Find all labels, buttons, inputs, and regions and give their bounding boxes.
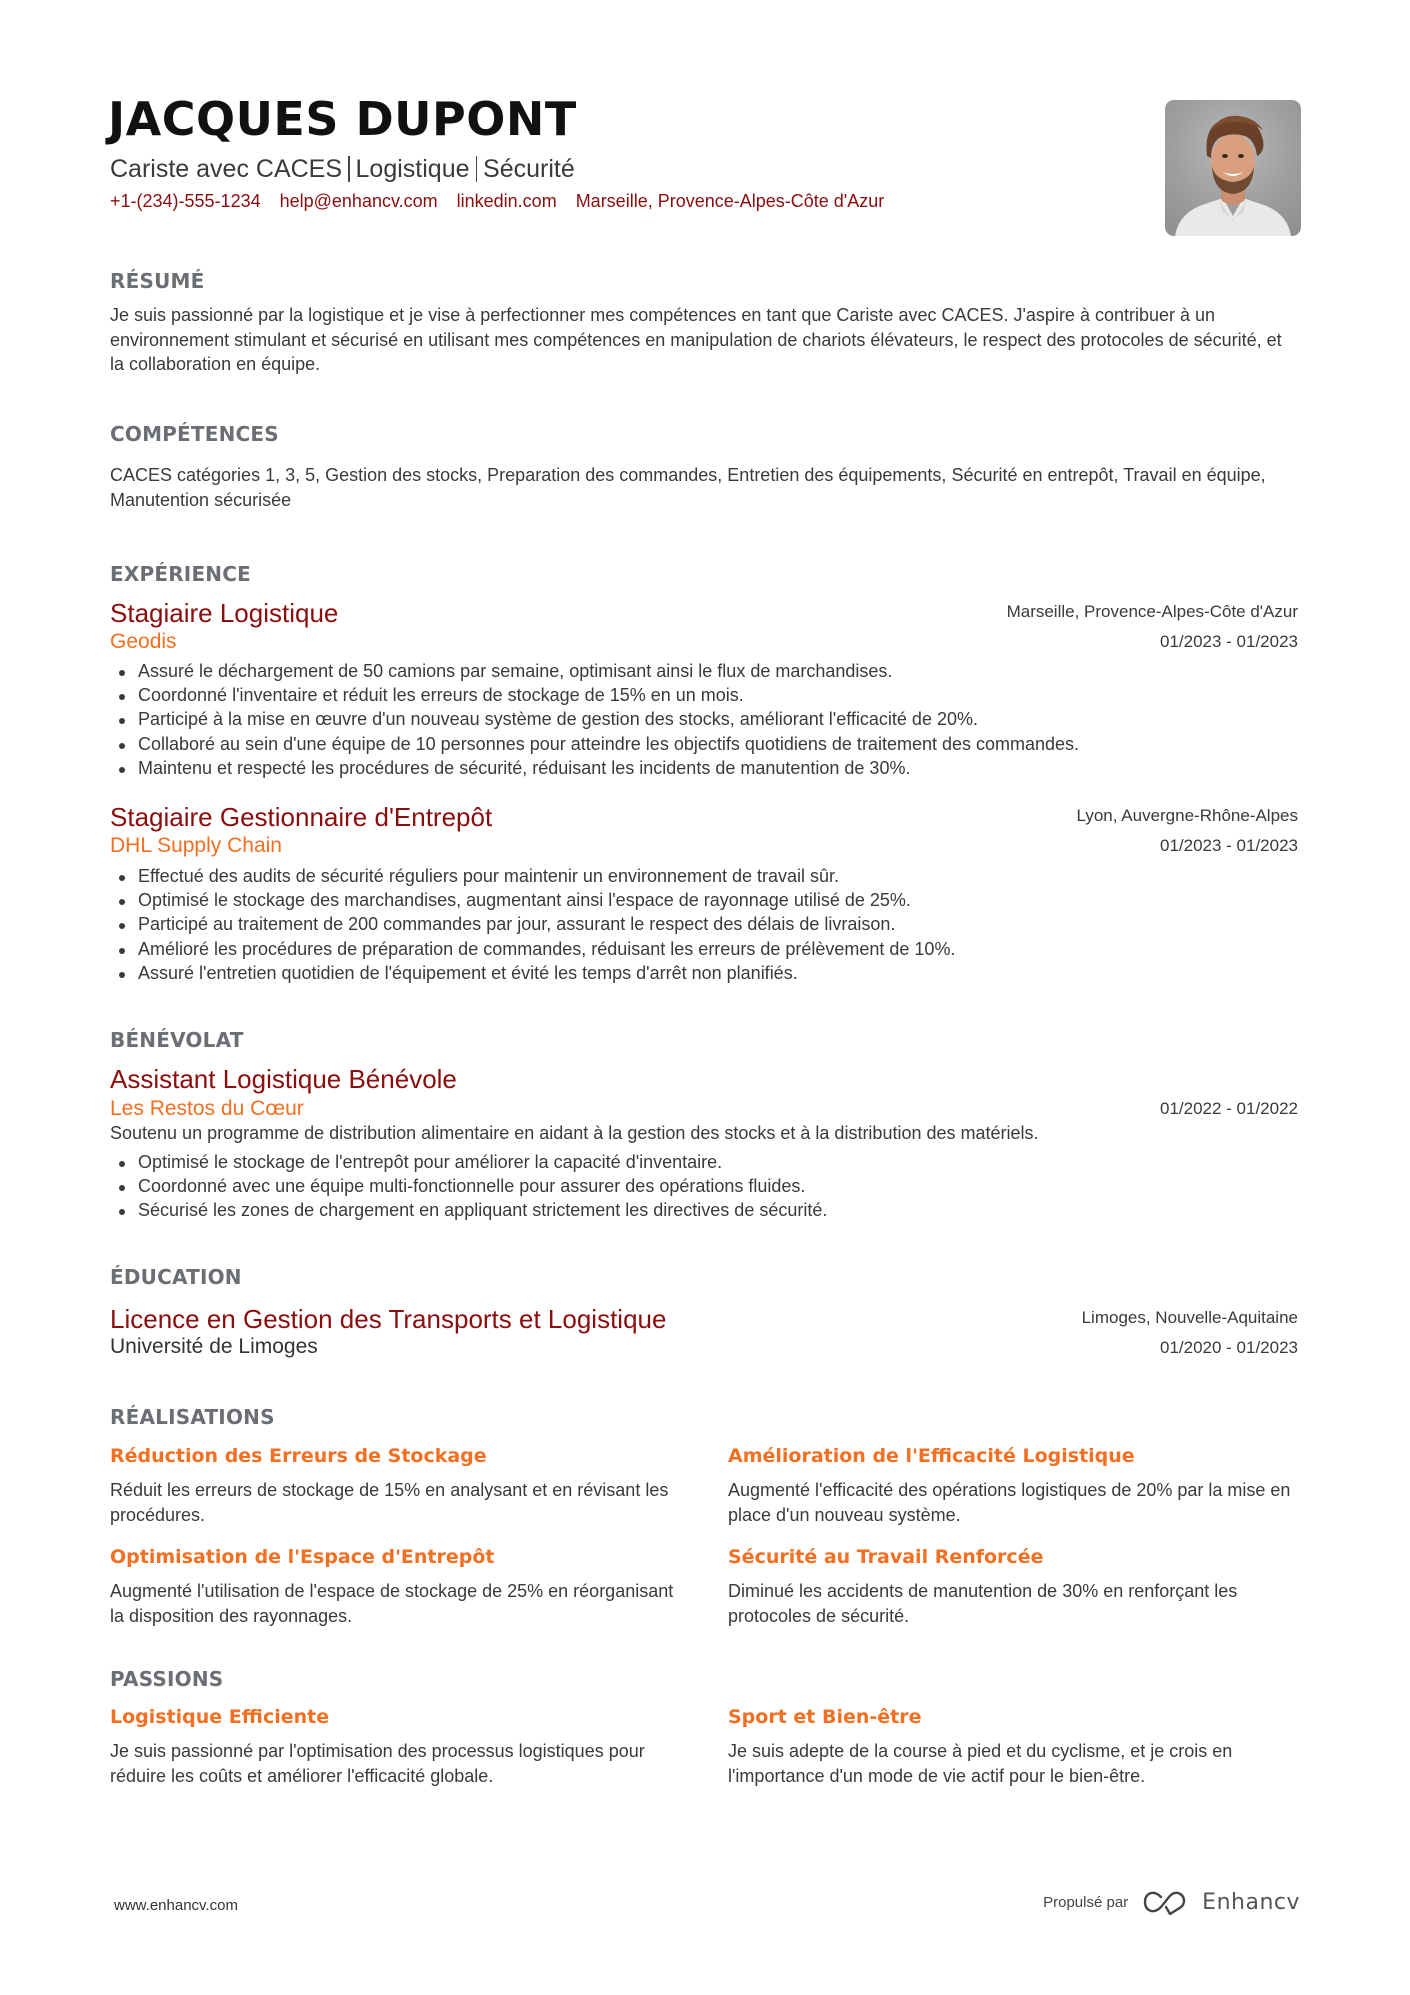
job-dates: 01/2023 - 01/2023 xyxy=(1159,632,1298,651)
volunteer-bullets xyxy=(118,1150,827,1223)
skills-text: CACES catégories 1, 3, 5, Gestion des stocks, Preparation des commandes, Entretien des équipements, Sécurité en entrepôt, Travail en équipe, Manutention sécurisée xyxy=(110,465,1266,510)
company-name: Geodis xyxy=(110,630,177,653)
school-name: Université de Limoges xyxy=(110,1335,318,1358)
enhancv-logo-icon xyxy=(1142,1889,1188,1915)
summary-text: Je suis passionné par la logistique et je vise à perfectionner mes compétences en tant que Cariste avec CACES. J'aspire à contribuer à un environnement stimulant et sécurisé en utilisant mes compétences en manipulation de chariots élévateurs, le respect des protocoles de sécurité, et la collaboration en équipe. xyxy=(110,305,1282,374)
bullet-item: Assuré l'entretien quotidien de l'équipement et évité les temps d'arrêt non planifiés. xyxy=(118,961,955,985)
bullet-item: Amélioré les procédures de préparation de commandes, réduisant les erreurs de prélèvement de 10%. xyxy=(118,937,955,961)
organization-name: Les Restos du Cœur xyxy=(110,1097,304,1120)
volunteer-role: Assistant Logistique Bénévole xyxy=(110,1064,457,1094)
achievement-description: Augmenté l'utilisation de l'espace de stockage de 25% en réorganisant la disposition des rayonnages. xyxy=(110,1581,674,1626)
footer-website-link[interactable]: www.enhancv.com xyxy=(114,1897,238,1914)
bullet-item: Optimisé le stockage des marchandises, augmentant ainsi l'espace de rayonnage utilisé de 25%. xyxy=(118,888,955,912)
bullet-item: Participé à la mise en œuvre d'un nouveau système de gestion des stocks, améliorant l'efficacité de 20%. xyxy=(118,707,1079,731)
bullet-item: Coordonné l'inventaire et réduit les erreurs de stockage de 15% en un mois. xyxy=(118,683,1079,707)
achievement-title: Optimisation de l'Espace d'Entrepôt xyxy=(110,1546,495,1568)
achievement-description: Augmenté l'efficacité des opérations logistiques de 20% par la mise en place d'un nouveau système. xyxy=(728,1480,1291,1525)
job-dates: 01/2023 - 01/2023 xyxy=(1159,836,1298,855)
job-title: Stagiaire Logistique xyxy=(110,598,339,628)
bullet-item: Assuré le déchargement de 50 camions par semaine, optimisant ainsi le flux de marchandises. xyxy=(118,659,1079,683)
passion-description: Je suis passionné par l'optimisation des processus logistiques pour réduire les coûts et améliorer l'efficacité globale. xyxy=(110,1741,645,1786)
enhancv-brand-link[interactable]: Enhancv xyxy=(1202,1889,1300,1915)
email-link[interactable]: help@enhancv.com xyxy=(279,191,438,211)
powered-by-label: Propulsé par xyxy=(1043,1893,1129,1911)
bullet-item: Participé au traitement de 200 commandes par jour, assurant le respect des délais de livraison. xyxy=(118,912,955,936)
achievement-description: Diminué les accidents de manutention de 30% en renforçant les protocoles de sécurité. xyxy=(728,1581,1238,1626)
section-title-volunteering: BÉNÉVOLAT xyxy=(110,1028,244,1052)
job-location: Lyon, Auvergne-Rhône-Alpes xyxy=(1076,806,1298,825)
job-location: Marseille, Provence-Alpes-Côte d'Azur xyxy=(1006,602,1298,621)
avatar xyxy=(1165,100,1301,236)
section-title-education: ÉDUCATION xyxy=(110,1265,242,1289)
degree-title: Licence en Gestion des Transports et Logistique xyxy=(110,1304,667,1334)
achievement-description: Réduit les erreurs de stockage de 15% en analysant et en révisant les procédures. xyxy=(110,1480,669,1525)
education-dates: 01/2020 - 01/2023 xyxy=(1159,1338,1298,1357)
candidate-name: JACQUES DUPONT xyxy=(108,92,577,146)
bullet-item: Effectué des audits de sécurité réguliers pour maintenir un environnement de travail sûr. xyxy=(118,864,955,888)
achievement-title: Réduction des Erreurs de Stockage xyxy=(110,1445,487,1467)
section-title-experience: EXPÉRIENCE xyxy=(110,562,251,586)
achievement-title: Sécurité au Travail Renforcée xyxy=(728,1546,1044,1568)
headline xyxy=(110,156,575,182)
achievement-card xyxy=(110,1447,690,1527)
achievement-card xyxy=(728,1548,1308,1628)
bullet-item: Sécurisé les zones de chargement en appliquant strictement les directives de sécurité. xyxy=(118,1198,827,1222)
footer-branding xyxy=(1043,1884,1300,1920)
passion-title: Sport et Bien-être xyxy=(728,1706,922,1728)
passion-card xyxy=(110,1708,690,1788)
job-bullets xyxy=(118,864,955,985)
headline-part: Logistique xyxy=(355,155,470,183)
job-bullets xyxy=(118,659,1079,780)
section-title-skills: COMPÉTENCES xyxy=(110,422,279,446)
volunteer-dates: 01/2022 - 01/2022 xyxy=(1159,1099,1298,1118)
achievement-card xyxy=(728,1447,1308,1527)
divider xyxy=(476,156,478,182)
linkedin-link[interactable]: linkedin.com xyxy=(456,191,557,211)
bullet-item: Optimisé le stockage de l'entrepôt pour améliorer la capacité d'inventaire. xyxy=(118,1150,827,1174)
achievement-card xyxy=(110,1548,690,1628)
achievement-title: Amélioration de l'Efficacité Logistique xyxy=(728,1445,1135,1467)
job-title: Stagiaire Gestionnaire d'Entrepôt xyxy=(110,802,493,832)
section-title-summary: RÉSUMÉ xyxy=(110,269,205,293)
section-title-passions: PASSIONS xyxy=(110,1667,224,1691)
passion-description: Je suis adepte de la course à pied et du cyclisme, et je crois en l'importance d'un mode de vie actif pour le bien-être. xyxy=(728,1741,1233,1786)
company-name: DHL Supply Chain xyxy=(110,834,282,857)
bullet-item: Maintenu et respecté les procédures de sécurité, réduisant les incidents de manutention de 30%. xyxy=(118,756,1079,780)
section-title-achievements: RÉALISATIONS xyxy=(110,1405,275,1429)
phone-link[interactable]: +1-(234)-555-1234 xyxy=(110,191,261,211)
headline-part: Sécurité xyxy=(483,155,575,183)
school-location: Limoges, Nouvelle-Aquitaine xyxy=(1081,1308,1298,1327)
passion-card xyxy=(728,1708,1308,1788)
location-text: Marseille, Provence-Alpes-Côte d'Azur xyxy=(575,191,885,211)
profile-photo-icon xyxy=(1165,100,1301,236)
passion-title: Logistique Efficiente xyxy=(110,1706,330,1728)
bullet-item: Collaboré au sein d'une équipe de 10 personnes pour atteindre les objectifs quotidiens de traitement des commandes. xyxy=(118,732,1079,756)
divider xyxy=(348,156,350,182)
bullet-item: Coordonné avec une équipe multi-fonctionnelle pour assurer des opérations fluides. xyxy=(118,1174,827,1198)
volunteer-description: Soutenu un programme de distribution alimentaire en aidant à la gestion des stocks et à la distribution des matériels. xyxy=(110,1123,1039,1143)
contact-info xyxy=(110,192,903,210)
headline-part: Cariste avec CACES xyxy=(110,155,343,183)
